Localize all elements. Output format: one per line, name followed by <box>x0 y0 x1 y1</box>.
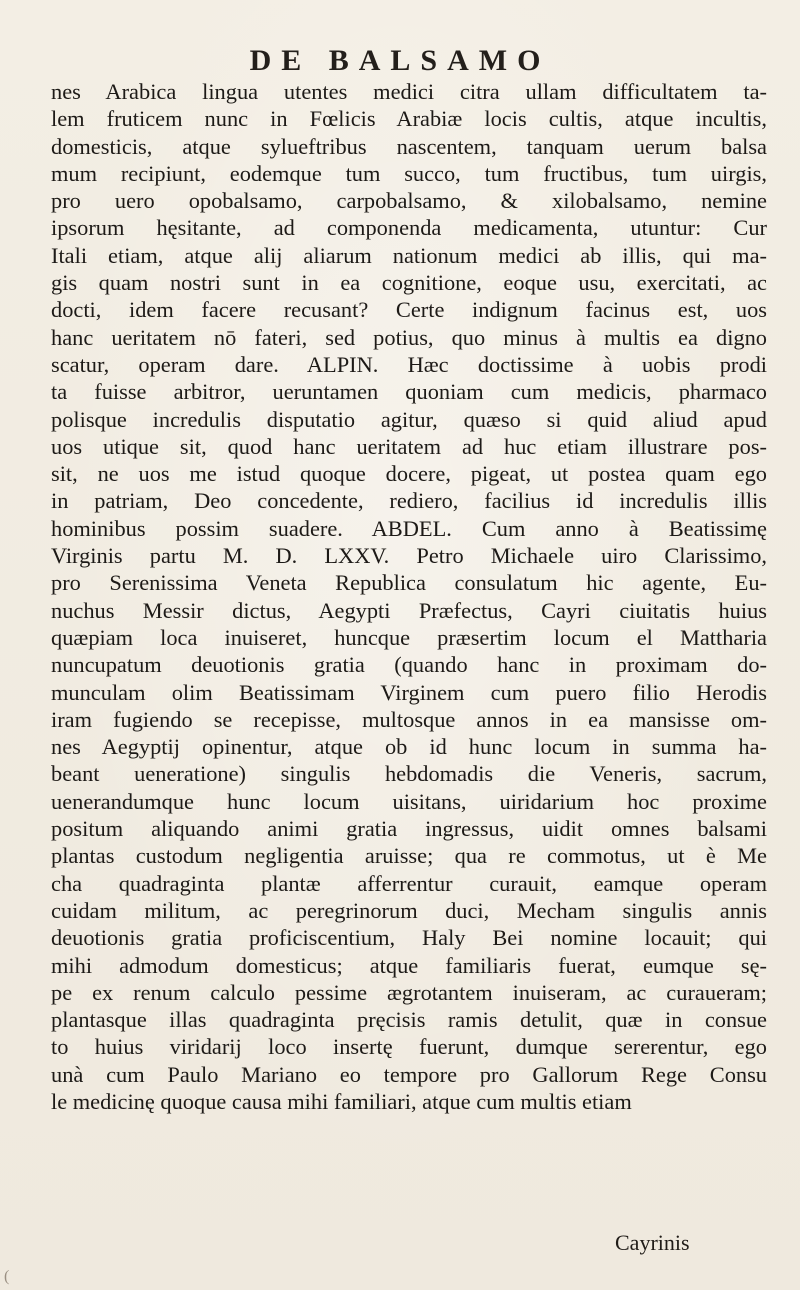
text-line: Itali etiam, atque alij aliarum nationum medici ab illis, qui ma- <box>51 242 767 268</box>
text-line: cuidam militum, ac peregrinorum duci, Mecham singulis annis <box>51 897 767 923</box>
text-line: Virginis partu M. D. LXXV. Petro Michaele uiro Clarissimo, <box>51 543 767 569</box>
text-line: pro uero opobalsamo, carpobalsamo, & xilobalsamo, nemine <box>51 188 767 214</box>
text-line: mum recipiunt, eodemque tum succo, tum fructibus, tum uirgis, <box>51 160 767 186</box>
text-line: pe ex renum calculo pessime ægrotantem inuiseram, ac curaueram; <box>51 979 767 1005</box>
running-head: DE BALSAMO <box>249 44 551 77</box>
text-line: mihi admodum domesticus; atque familiaris fuerat, eumque sę- <box>51 952 767 978</box>
text-block <box>51 78 767 1115</box>
text-line: hanc ueritatem nō fateri, sed potius, quo minus à multis ea digno <box>51 324 767 350</box>
text-line: cha quadraginta plantæ afferrentur curauit, eamque operam <box>51 870 767 896</box>
text-line: unà cum Paulo Mariano eo tempore pro Gallorum Rege Consu <box>51 1061 767 1087</box>
text-line: gis quam nostri sunt in ea cognitione, eoque usu, exercitati, ac <box>51 270 767 296</box>
text-line: beant ueneratione) singulis hebdomadis die Veneris, sacrum, <box>51 761 767 787</box>
margin-mark: ( <box>4 1268 10 1285</box>
text-line: ta fuisse arbitror, ueruntamen quoniam cum medicis, pharmaco <box>51 379 767 405</box>
text-line: sit, ne uos me istud quoque docere, pigeat, ut postea quam ego <box>51 461 767 487</box>
text-line: pro Serenissima Veneta Republica consulatum hic agente, Eu- <box>51 570 767 596</box>
text-line: munculam olim Beatissimam Virginem cum puero filio Herodis <box>51 679 767 705</box>
text-line: nuncupatum deuotionis gratia (quando hanc in proximam do- <box>51 652 767 678</box>
text-line: to huius viridarij loco insertę fuerunt, dumque sererentur, ego <box>51 1034 767 1060</box>
text-line: quæpiam loca inuiseret, huncque præsertim locum el Mattharia <box>51 624 767 650</box>
text-line: iram fugiendo se recepisse, multosque annos in ea mansisse om- <box>51 706 767 732</box>
text-line: in patriam, Deo concedente, rediero, facilius id incredulis illis <box>51 488 767 514</box>
text-line: domesticis, atque sylueftribus nascentem, tanquam uerum balsa <box>51 133 767 159</box>
catchword: Cayrinis <box>615 1230 690 1255</box>
text-line: scatur, operam dare. ALPIN. Hæc doctissime à uobis prodi <box>51 351 767 377</box>
text-line: nuchus Messir dictus, Aegypti Præfectus, Cayri ciuitatis huius <box>51 597 767 623</box>
text-line: uenerandumque hunc locum uisitans, uiridarium hoc proxime <box>51 788 767 814</box>
text-line: hominibus possim suadere. ABDEL. Cum anno à Beatissimę <box>51 515 767 541</box>
text-line: deuotionis gratia proficiscentium, Haly Bei nomine locauit; qui <box>51 925 767 951</box>
text-line: lem fruticem nunc in Fœlicis Arabiæ locis cultis, atque incultis, <box>51 106 767 132</box>
text-line: nes Aegyptij opinentur, atque ob id hunc locum in summa ha- <box>51 734 767 760</box>
text-line: docti, idem facere recusant? Certe indignum facinus est, uos <box>51 297 767 323</box>
text-line: plantas custodum negligentia aruisse; qua re commotus, ut è Me <box>51 843 767 869</box>
text-line: positum aliquando animi gratia ingressus, uidit omnes balsami <box>51 816 767 842</box>
text-line: le medicinę quoque causa mihi familiari, atque cum multis etiam <box>51 1088 632 1114</box>
text-line: uos utique sit, quod hanc ueritatem ad huc etiam illustrare pos- <box>51 433 767 459</box>
text-line: polisque incredulis disputatio agitur, quæso si quid aliud apud <box>51 406 767 432</box>
text-line: nes Arabica lingua utentes medici citra ullam difficultatem ta- <box>51 79 767 104</box>
text-line: ipsorum hęsitante, ad componenda medicamenta, utuntur: Cur <box>51 215 767 241</box>
text-line: plantasque illas quadraginta pręcisis ramis detulit, quæ in consue <box>51 1007 767 1033</box>
